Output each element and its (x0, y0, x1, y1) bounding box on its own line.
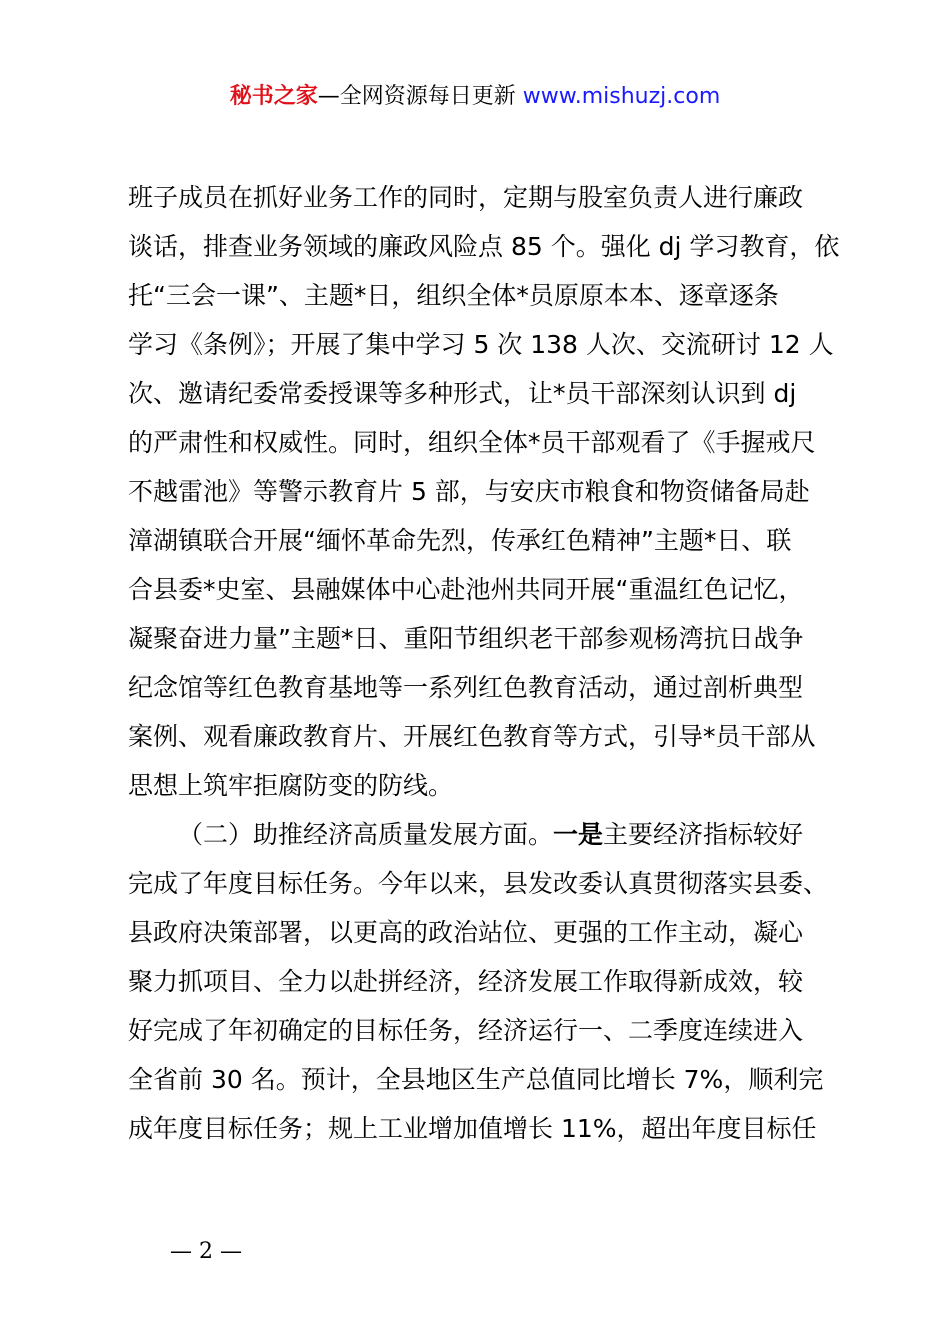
page-number: — 2 — (170, 1239, 242, 1264)
text-line: 不越雷池》等警示教育片 5 部，与安庆市粮食和物资储备局赴 (128, 477, 810, 506)
text-line: 凝聚奋进力量”主题*日、重阳节组织老干部参观杨湾抗日战争 (128, 624, 804, 653)
text-line: 班子成员在抓好业务工作的同时，定期与股室负责人进行廉政 (128, 183, 804, 212)
text-line: 聚力抓项目、全力以赴拼经济，经济发展工作取得新成效，较 (128, 967, 804, 996)
section-heading-line (178, 817, 803, 853)
site-tagline: —全网资源每日更新 (317, 84, 516, 109)
text-line: 案例、观看廉政教育片、开展红色教育等方式，引导*员干部从 (128, 722, 816, 751)
section-emphasis: 一是 (553, 820, 604, 849)
section-heading-rest: 主要经济指标较好 (603, 820, 804, 849)
text-line: 好完成了年初确定的目标任务，经济运行一、二季度连续进入 (128, 1016, 804, 1045)
text-line: 漳湖镇联合开展“缅怀革命先烈，传承红色精神”主题*日、联 (128, 526, 792, 555)
site-url[interactable]: www.mishuzj.com (522, 84, 721, 109)
section-heading: （二）助推经济高质量发展方面。 (178, 820, 554, 849)
text-line: 学习《条例》；开展了集中学习 5 次 138 人次、交流研讨 12 人 (128, 330, 834, 359)
site-brand: 秘书之家 (229, 84, 318, 109)
site-header (0, 82, 950, 112)
text-line: 全省前 30 名。预计，全县地区生产总值同比增长 7%，顺利完 (128, 1065, 824, 1094)
text-line: 的严肃性和权威性。同时，组织全体*员干部观看了《手握戒尺 (128, 428, 816, 457)
text-line: 纪念馆等红色教育基地等一系列红色教育活动，通过剖析典型 (128, 673, 804, 702)
text-line: 完成了年度目标任务。今年以来，县发改委认真贯彻落实县委、 (128, 869, 829, 898)
text-line: 县政府决策部署，以更高的政治站位、更强的工作主动，凝心 (128, 918, 804, 947)
text-line: 次、邀请纪委常委授课等多种形式，让*员干部深刻认识到 dj (128, 379, 797, 408)
text-line: 思想上筑牢拒腐防变的防线。 (128, 771, 454, 800)
text-line: 合县委*史室、县融媒体中心赴池州共同开展“重温红色记忆， (128, 575, 804, 604)
text-line: 成年度目标任务；规上工业增加值增长 11%，超出年度目标任 (128, 1114, 817, 1143)
text-line: 托“三会一课”、主题*日，组织全体*员原原本本、逐章逐条 (128, 281, 779, 310)
text-line: 谈话，排查业务领域的廉政风险点 85 个。强化 dj 学习教育，依 (128, 232, 840, 261)
